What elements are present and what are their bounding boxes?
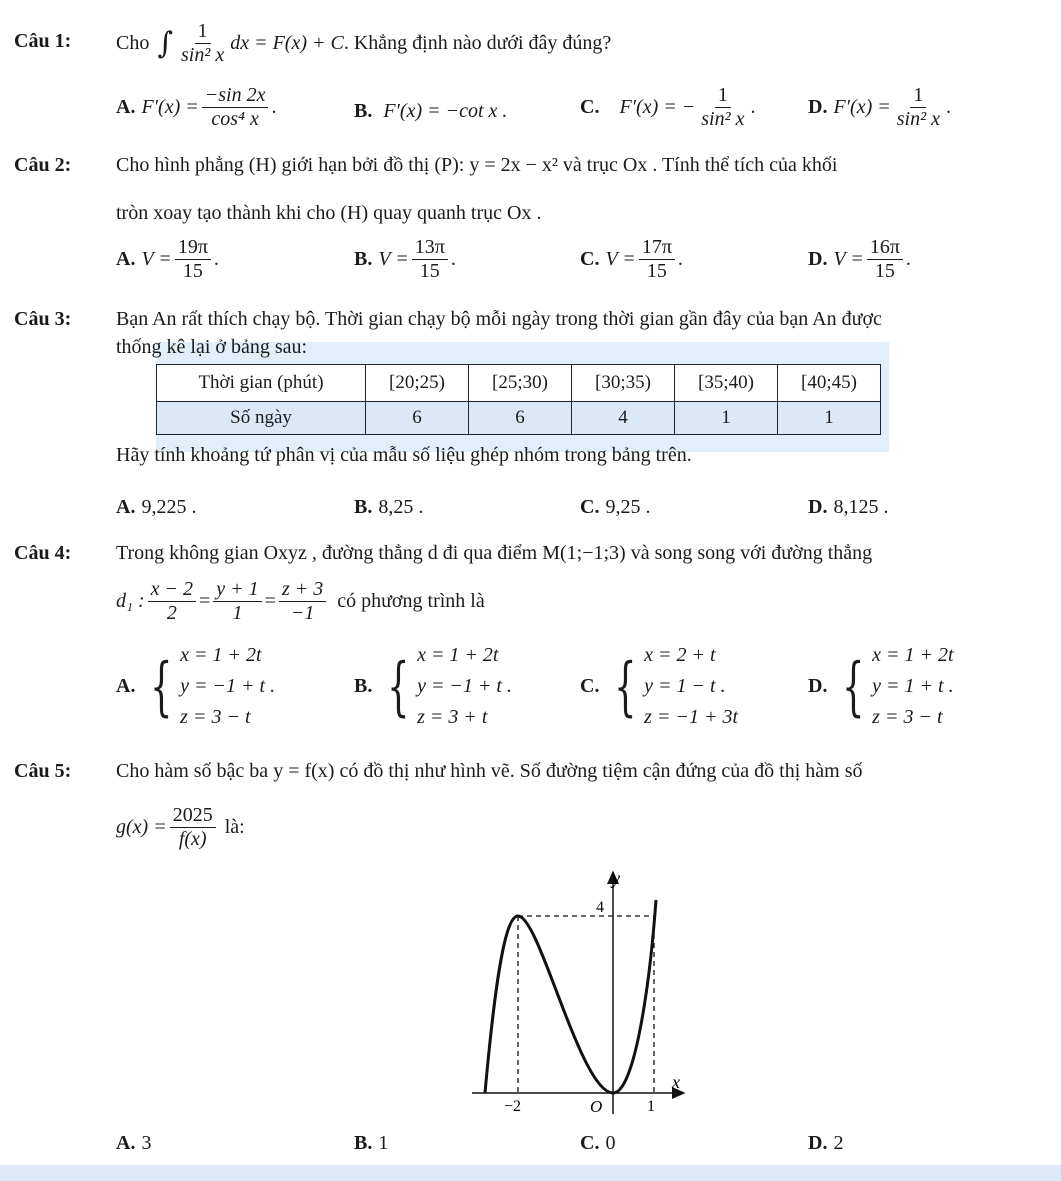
table-cell: [35;40) bbox=[675, 365, 778, 402]
q1-integrand: $\frac{1}{\text{sin² x}}$ bbox=[180, 20, 225, 66]
q4-option-c[interactable]: C. { x = 2 + t y = 1 − t . z = −1 + 3t bbox=[580, 644, 738, 728]
q5-option-d[interactable]: D. 2 bbox=[808, 1132, 844, 1154]
q1-option-a[interactable]: A. F′(x) = $\frac{-\sin 2x}{\text{cos⁴ x}}$ . bbox=[116, 84, 277, 130]
q5-label: Câu 5: bbox=[14, 760, 72, 782]
cubic-graph bbox=[440, 862, 700, 1122]
q2-option-b[interactable]: B. V = $\frac{13\pi}{15}$ . bbox=[354, 236, 456, 282]
table-row bbox=[157, 365, 881, 402]
q3-label: Câu 3: bbox=[14, 308, 72, 330]
y-axis-label: y bbox=[612, 868, 620, 888]
q3-option-b[interactable]: B. 8,25 . bbox=[354, 496, 424, 518]
table-cell: [25;30) bbox=[469, 365, 572, 402]
q2-line1: Cho hình phẳng (H) giới hạn bởi đồ thị (P): y = 2x − x² và trục Ox . Tính thể tích của khối bbox=[116, 154, 838, 176]
q3-option-c[interactable]: C. 9,25 . bbox=[580, 496, 651, 518]
q2-option-c[interactable]: C. V = $\frac{17\pi}{15}$ . bbox=[580, 236, 683, 282]
bottom-band bbox=[0, 1165, 1061, 1181]
table-cell: [20;25) bbox=[366, 365, 469, 402]
integral-sign: ∫ bbox=[157, 26, 173, 61]
q4-line1: Trong không gian Oxyz , đường thẳng d đi qua điểm M(1;−1;3) và song song với đường thẳng bbox=[116, 542, 873, 564]
table-cell: 1 bbox=[675, 402, 778, 435]
q2-label: Câu 2: bbox=[14, 154, 72, 176]
cubic-curve bbox=[485, 900, 656, 1093]
q1-option-b[interactable]: B. F′(x) = −cot x . bbox=[354, 100, 508, 122]
q5-line1: Cho hàm số bậc ba y = f(x) có đồ thị như hình vẽ. Số đường tiệm cận đứng của đồ thị hàm số bbox=[116, 760, 863, 782]
table-cell: [30;35) bbox=[572, 365, 675, 402]
origin-label: O bbox=[590, 1097, 603, 1116]
q3-line2: thống kê lại ở bảng sau: bbox=[116, 336, 308, 358]
tick-label-y-4: 4 bbox=[596, 899, 604, 916]
q4-option-b[interactable]: B. { x = 1 + 2t y = −1 + t . z = 3 + t bbox=[354, 644, 512, 728]
q1-option-d[interactable]: D. F′(x) = $\frac{1}{\text{sin² x}}$ . bbox=[808, 84, 951, 130]
q3-line1: Bạn An rất thích chạy bộ. Thời gian chạy bộ mỗi ngày trong thời gian gần đây của bạn An được bbox=[116, 308, 882, 330]
table-header-days: Số ngày bbox=[157, 402, 366, 435]
tick-label-x-1: 1 bbox=[647, 1098, 655, 1115]
q2-option-a[interactable]: A. V = $\frac{19\pi}{15}$ . bbox=[116, 236, 219, 282]
q2-line2: tròn xoay tạo thành khi cho (H) quay quanh trục Ox . bbox=[116, 202, 542, 224]
table-header-time: Thời gian (phút) bbox=[157, 365, 366, 402]
q1-text-pre: Cho bbox=[116, 32, 150, 54]
table-cell: 6 bbox=[366, 402, 469, 435]
q1-text-eq: dx = F(x) + C bbox=[230, 32, 344, 54]
q4-option-d[interactable]: D. { x = 1 + 2t y = 1 + t . z = 3 − t bbox=[808, 644, 954, 728]
q4-option-a[interactable]: A. { x = 1 + 2t y = −1 + t . z = 3 − t bbox=[116, 644, 276, 728]
q5-option-b[interactable]: B. 1 bbox=[354, 1132, 389, 1154]
table-cell: 1 bbox=[778, 402, 881, 435]
q5-option-c[interactable]: C. 0 bbox=[580, 1132, 616, 1154]
q3-option-d[interactable]: D. 8,125 . bbox=[808, 496, 889, 518]
q5-line2: g(x) = $\frac{2025}{f(x)}$ là: bbox=[116, 804, 245, 850]
q4-label: Câu 4: bbox=[14, 542, 72, 564]
frequency-table bbox=[156, 364, 881, 435]
table-cell: [40;45) bbox=[778, 365, 881, 402]
tick-label-x-neg2: −2 bbox=[504, 1098, 522, 1115]
table-cell: 4 bbox=[572, 402, 675, 435]
q1-label: Câu 1: bbox=[14, 30, 72, 52]
q4-line2: d₁ : $\frac{x - 2}{2}$ = $\frac{y + 1}{1}$ = $\frac{z + 3}{-1}$ có phương trình là bbox=[116, 578, 485, 624]
q1-option-c[interactable]: C. F′(x) = − $\frac{1}{\text{sin² x}}$ . bbox=[580, 84, 756, 130]
q2-option-d[interactable]: D. V = $\frac{16\pi}{15}$ . bbox=[808, 236, 911, 282]
table-cell: 6 bbox=[469, 402, 572, 435]
q3-option-a[interactable]: A. 9,225 . bbox=[116, 496, 197, 518]
q1-text-post: . Khẳng định nào dưới đây đúng? bbox=[343, 32, 612, 54]
q1-stem bbox=[116, 20, 611, 67]
x-axis-label: x bbox=[672, 1072, 680, 1092]
table-row bbox=[157, 402, 881, 435]
q5-option-a[interactable]: A. 3 bbox=[116, 1132, 152, 1154]
q3-question: Hãy tính khoảng tứ phân vị của mẫu số liệu ghép nhóm trong bảng trên. bbox=[116, 444, 692, 466]
